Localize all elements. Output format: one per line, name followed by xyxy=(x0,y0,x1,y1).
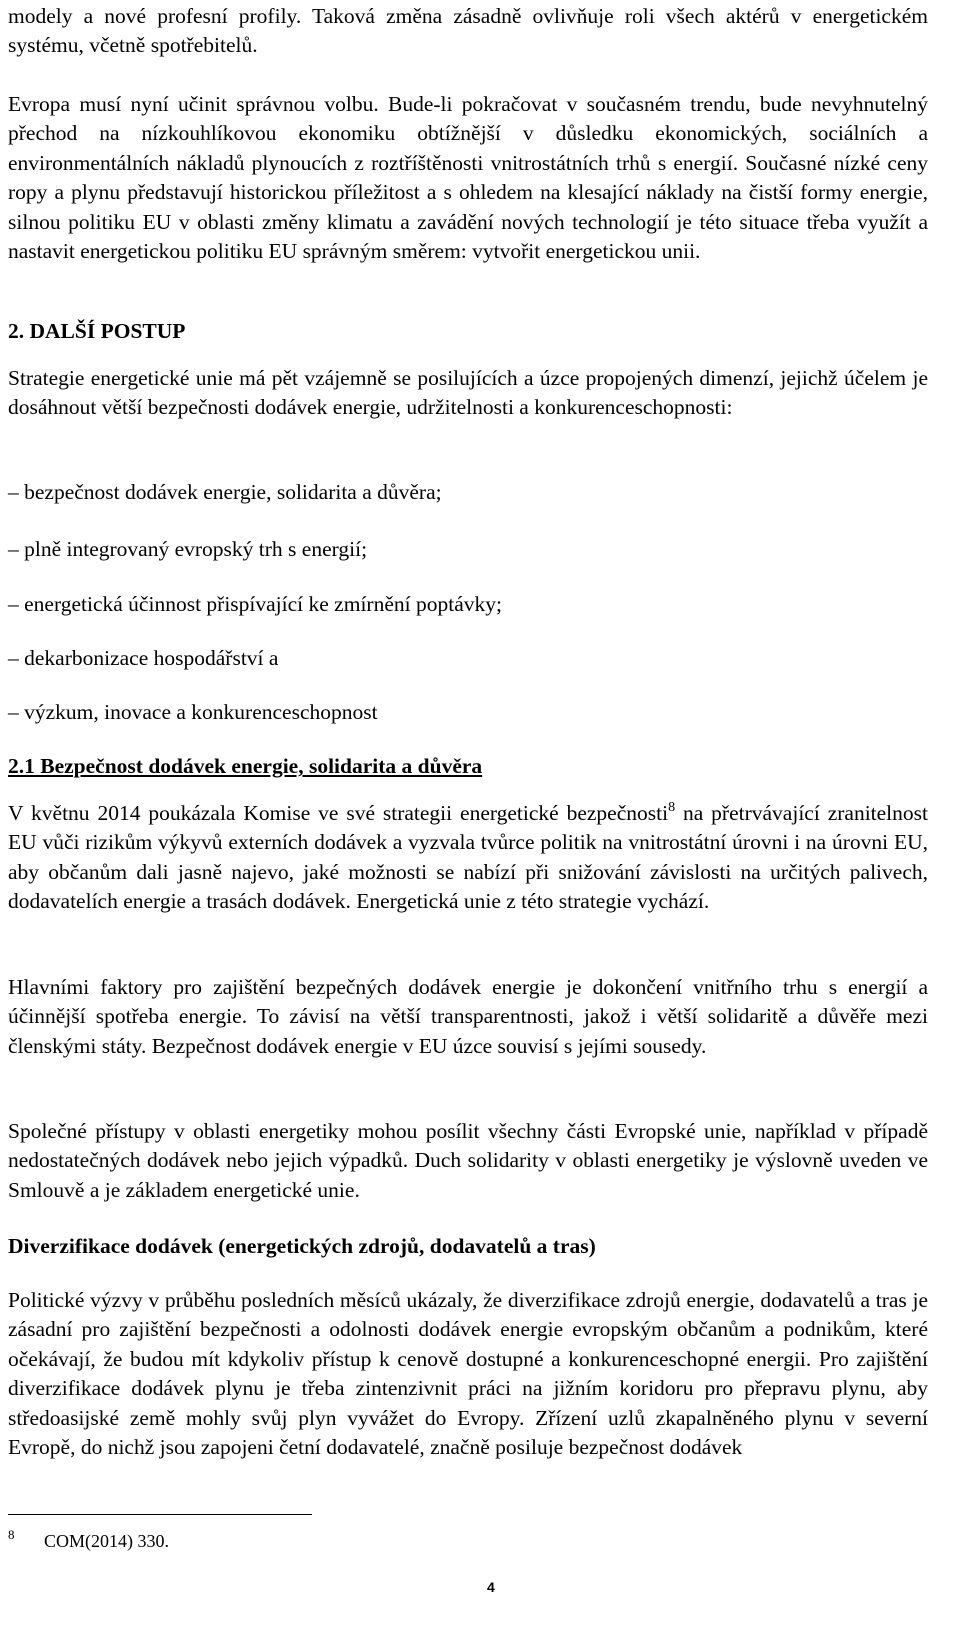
bullet-item-5: – výzkum, inovace a konkurenceschopnost xyxy=(8,700,378,724)
bullet-item-4: – dekarbonizace hospodářství a xyxy=(8,646,279,670)
heading-diverzifikace: Diverzifikace dodávek (energetických zdrojů, dodavatelů a tras) xyxy=(8,1234,596,1258)
bullet-item-3: – energetická účinnost přispívající ke zmírnění poptávky; xyxy=(8,592,502,616)
footnote-mark: 8 xyxy=(8,1527,15,1542)
page-number: 4 xyxy=(487,1579,495,1595)
paragraph-intro: modely a nové profesní profily. Taková změna zásadně ovlivňuje roli všech aktérů v energetickém systému, včetně spotřebitelů. xyxy=(8,4,928,58)
footnote-text: COM(2014) 330. xyxy=(44,1531,169,1551)
paragraph-evropa: Evropa musí nyní učinit správnou volbu. Bude-li pokračovat v současném trendu, bude nevyhnutelný přechod na nízkouhlíkovou ekonomiku obtížnější v důsledku ekonomických, sociálních a environmentálních nákladů plynoucích z roztříštěnosti vnitrostátních trhů s energií. Současné nízké ceny ropy a plynu představují historickou příležitost a s ohledem na klesající náklady na čistší formy energie, silnou politiku EU v oblasti změny klimatu a zavádění nových technologií je této situace třeba využít a nastavit energetickou politiku EU správným směrem: vytvořit energetickou unii. xyxy=(8,92,928,264)
subsection-heading xyxy=(8,752,928,781)
footnote-separator xyxy=(8,1514,312,1515)
paragraph-kveten xyxy=(8,799,928,917)
paragraph-hlavnimi: Hlavními faktory pro zajištění bezpečných dodávek energie je dokončení vnitřního trhu s energií a účinnější spotřeba energie. To závisí na větší transparentnosti, jakož i větší solidaritě a důvěře mezi členskými státy. Bezpečnost dodávek energie v EU úzce souvisí s jejími sousedy. xyxy=(8,975,928,1058)
bullet-item-2: – plně integrovaný evropský trh s energií; xyxy=(8,537,368,561)
paragraph-politicke: Politické výzvy v průběhu posledních měsíců ukázaly, že diverzifikace zdrojů energie, dodavatelů a tras je zásadní pro zajištění bezpečnosti a odolnosti dodávek energie evropským občanům a podnikům, které očekávají, že budou mít kdykoliv přístup k cenově dostupné a konkurenceschopné energii. Pro zajištění diverzifikace dodávek plynu je třeba zintenzivnit práci na jižním koridoru pro přepravu plynu, aby středoasijské země mohly svůj plyn vyvážet do Evropy. Zřízení uzlů zkapalněného plynu v severní Evropě, do nichž jsou zapojeni četní dodavatelé, značně posiluje bezpečnost dodávek xyxy=(8,1288,928,1460)
paragraph-kveten-rest: na přetrvávající zranitelnost EU vůči rizikům výkyvů externích dodávek a vyzvala tvůrce politik na vnitrostátní úrovni i na úrovni EU, aby občanům dali jasně najevo, jaké možnosti se nabízí při snižování závislosti na určitých palivech, dodavatelích energie a trasách dodávek. Energetická unie z této strategie vychází. xyxy=(8,801,928,914)
subsection-heading-text: 2.1 Bezpečnost dodávek energie, solidarita a důvěra xyxy=(8,754,483,778)
paragraph-strategie: Strategie energetické unie má pět vzájemně se posilujících a úzce propojených dimenzí, jejichž účelem je dosáhnout větší bezpečnosti dodávek energie, udržitelnosti a konkurenceschopnosti: xyxy=(8,366,928,420)
footnote-reference[interactable]: 8 xyxy=(668,800,676,815)
bullet-item-1: – bezpečnost dodávek energie, solidarita a důvěra; xyxy=(8,480,442,504)
paragraph-kveten-start: V květnu 2014 poukázala Komise ve své strategii energetické bezpečnosti xyxy=(8,801,669,825)
paragraph-spolecne: Společné přístupy v oblasti energetiky mohou posílit všechny části Evropské unie, například v případě nedostatečných dodávek nebo jejich výpadků. Duch solidarity v oblasti energetiky je výslovně uveden ve Smlouvě a je základem energetické unie. xyxy=(8,1119,928,1202)
section-heading: 2. DALŠÍ POSTUP xyxy=(8,319,186,343)
